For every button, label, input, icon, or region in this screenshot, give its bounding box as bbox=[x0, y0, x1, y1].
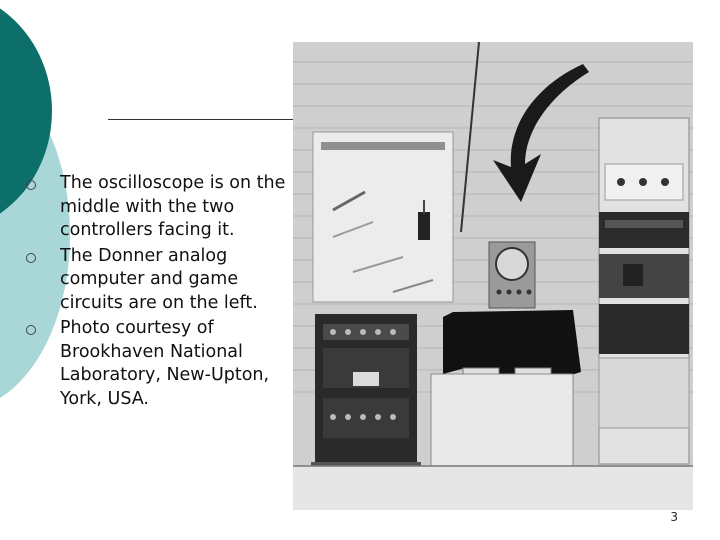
page-number: 3 bbox=[670, 510, 678, 524]
bullet-list bbox=[26, 172, 288, 413]
exhibit-photo bbox=[293, 42, 693, 510]
bullet-circle-icon bbox=[26, 253, 36, 263]
bullet-item bbox=[26, 317, 288, 411]
bullet-circle-icon bbox=[26, 180, 36, 190]
bullet-text: The Donner analog computer and game circuits are on the left. bbox=[60, 245, 258, 313]
bullet-circle-icon bbox=[26, 325, 36, 335]
bullet-item bbox=[26, 172, 288, 243]
bullet-item bbox=[26, 245, 288, 316]
bullet-text: Photo courtesy of Brookhaven National Laboratory, New-Upton, York, USA. bbox=[60, 318, 270, 409]
bullet-text: The oscilloscope is on the middle with the two controllers facing it. bbox=[60, 173, 286, 240]
title-divider bbox=[108, 119, 298, 120]
